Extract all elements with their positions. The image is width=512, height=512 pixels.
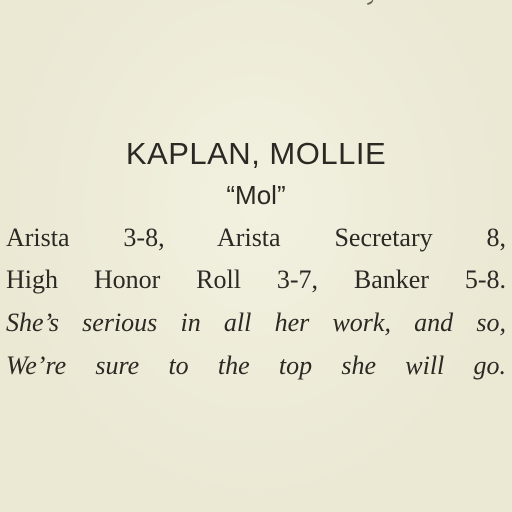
activities-line-2: High Honor Roll 3-7, Banker 5-8. [6,265,506,294]
student-nickname: “Mol” [226,180,286,210]
student-name: KAPLAN, MOLLIE [125,136,387,171]
ink-mark [365,0,375,5]
verse-line-1: She’s serious in all her work, and so, [6,308,506,337]
activities-line-1: Arista 3-8, Arista Secretary 8, [6,223,506,252]
verse-line-2: We’re sure to the top she will go. [6,351,506,380]
